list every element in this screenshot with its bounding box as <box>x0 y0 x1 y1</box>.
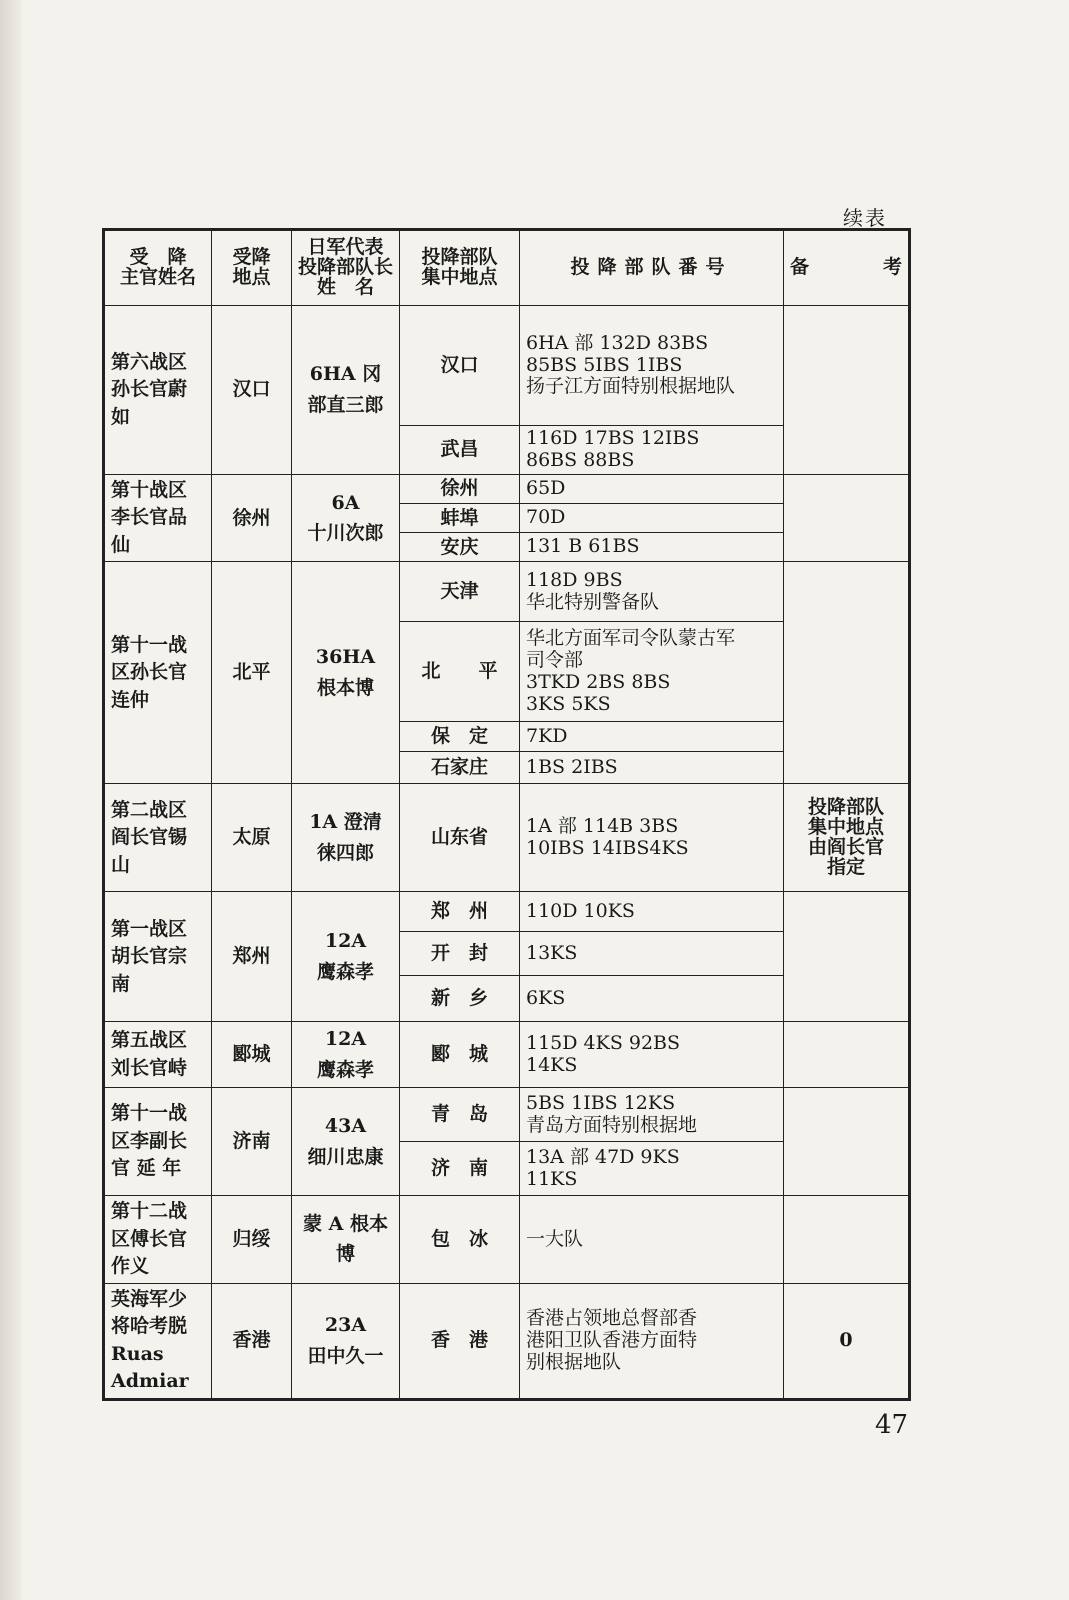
remark-cell <box>784 1022 910 1088</box>
concentration-cell: 香 港 <box>400 1283 520 1399</box>
units-cell: 110D 10KS <box>520 892 784 932</box>
concentration-cell: 蚌埠 <box>400 503 520 532</box>
units-cell: 一大队 <box>520 1196 784 1284</box>
concentration-cell: 北 平 <box>400 622 520 722</box>
header-concentration: 投降部队 集中地点 <box>400 230 520 306</box>
concentration-cell: 山东省 <box>400 784 520 892</box>
concentration-cell: 济 南 <box>400 1142 520 1196</box>
table-row <box>104 1088 910 1142</box>
representative-cell: 12A 鹰森孝 <box>292 892 400 1022</box>
units-cell: 13KS <box>520 932 784 976</box>
header-place: 受降 地点 <box>212 230 292 306</box>
units-cell: 6KS <box>520 976 784 1022</box>
officer-cell: 第十战区 李长官品 仙 <box>104 474 212 562</box>
concentration-cell: 开 封 <box>400 932 520 976</box>
officer-cell: 第十一战 区孙长官 连仲 <box>104 562 212 784</box>
header-units: 投降部队番号 <box>520 230 784 306</box>
header-remarks-left: 备 <box>790 256 810 279</box>
table-row <box>104 1196 910 1284</box>
concentration-cell: 新 乡 <box>400 976 520 1022</box>
remark-cell <box>784 892 910 1022</box>
representative-cell: 36HA 根本博 <box>292 562 400 784</box>
table-row <box>104 1022 910 1088</box>
place-cell: 济南 <box>212 1088 292 1196</box>
officer-cell: 英海军少 将哈考脱 Ruas Admiar <box>104 1283 212 1399</box>
header-row <box>104 230 910 306</box>
concentration-cell: 青 岛 <box>400 1088 520 1142</box>
officer-cell: 第十二战 区傅长官 作义 <box>104 1196 212 1284</box>
officer-cell: 第二战区 阎长官锡 山 <box>104 784 212 892</box>
units-cell: 7KD <box>520 722 784 752</box>
officer-cell: 第一战区 胡长官宗 南 <box>104 892 212 1022</box>
representative-cell: 蒙 A 根本 博 <box>292 1196 400 1284</box>
remark-cell: 投降部队 集中地点 由阎长官 指定 <box>784 784 910 892</box>
units-cell: 华北方面军司令队蒙古军 司令部 3TKD 2BS 8BS 3KS 5KS <box>520 622 784 722</box>
units-cell: 13A 部 47D 9KS 11KS <box>520 1142 784 1196</box>
header-remarks-right: 考 <box>882 256 902 279</box>
remark-cell <box>784 1088 910 1196</box>
units-cell: 65D <box>520 474 784 503</box>
place-cell: 香港 <box>212 1283 292 1399</box>
remark-cell <box>784 474 910 562</box>
concentration-cell: 徐州 <box>400 474 520 503</box>
header-remarks <box>784 230 910 306</box>
page-number: 47 <box>875 1410 909 1440</box>
concentration-cell: 包 冰 <box>400 1196 520 1284</box>
remark-cell <box>784 1196 910 1284</box>
units-cell: 1BS 2IBS <box>520 752 784 784</box>
units-cell: 香港占领地总督部香 港阳卫队香港方面特 别根据地队 <box>520 1283 784 1399</box>
table-body <box>104 306 910 1400</box>
header-representative: 日军代表 投降部队长 姓 名 <box>292 230 400 306</box>
representative-cell: 23A 田中久一 <box>292 1283 400 1399</box>
units-cell: 115D 4KS 92BS 14KS <box>520 1022 784 1088</box>
units-cell: 1A 部 114B 3BS 10IBS 14IBS4KS <box>520 784 784 892</box>
table-row <box>104 474 910 503</box>
surrender-table <box>102 228 911 1401</box>
units-cell: 116D 17BS 12IBS 86BS 88BS <box>520 426 784 475</box>
officer-cell: 第六战区 孙长官蔚 如 <box>104 306 212 475</box>
header-officer: 受 降 主官姓名 <box>104 230 212 306</box>
remark-cell <box>784 562 910 784</box>
table-row <box>104 892 910 932</box>
continued-label: 续表 <box>843 206 887 230</box>
representative-cell: 1A 澄清 徕四郎 <box>292 784 400 892</box>
table-row <box>104 784 910 892</box>
officer-cell: 第五战区 刘长官峙 <box>104 1022 212 1088</box>
representative-cell: 6HA 冈 部直三郎 <box>292 306 400 475</box>
units-cell: 70D <box>520 503 784 532</box>
place-cell: 太原 <box>212 784 292 892</box>
place-cell: 郾城 <box>212 1022 292 1088</box>
table-row <box>104 1283 910 1399</box>
concentration-cell: 石家庄 <box>400 752 520 784</box>
concentration-cell: 天津 <box>400 562 520 622</box>
concentration-cell: 安庆 <box>400 533 520 562</box>
representative-cell: 43A 细川忠康 <box>292 1088 400 1196</box>
place-cell: 归绥 <box>212 1196 292 1284</box>
place-cell: 徐州 <box>212 474 292 562</box>
remark-cell: 0 <box>784 1283 910 1399</box>
representative-cell: 12A 鹰森孝 <box>292 1022 400 1088</box>
representative-cell: 6A 十川次郎 <box>292 474 400 562</box>
concentration-cell: 汉口 <box>400 306 520 426</box>
units-cell: 118D 9BS 华北特别警备队 <box>520 562 784 622</box>
units-cell: 5BS 1IBS 12KS 青岛方面特别根据地 <box>520 1088 784 1142</box>
table-row <box>104 306 910 426</box>
units-cell: 6HA 部 132D 83BS 85BS 5IBS 1IBS 扬子江方面特别根据地队 <box>520 306 784 426</box>
units-cell: 131 B 61BS <box>520 533 784 562</box>
concentration-cell: 武昌 <box>400 426 520 475</box>
concentration-cell: 保 定 <box>400 722 520 752</box>
concentration-cell: 郑 州 <box>400 892 520 932</box>
page-edge <box>0 0 22 1600</box>
table-row <box>104 562 910 622</box>
remark-cell <box>784 306 910 475</box>
place-cell: 北平 <box>212 562 292 784</box>
officer-cell: 第十一战 区李副长 官 延 年 <box>104 1088 212 1196</box>
concentration-cell: 郾 城 <box>400 1022 520 1088</box>
place-cell: 汉口 <box>212 306 292 475</box>
place-cell: 郑州 <box>212 892 292 1022</box>
